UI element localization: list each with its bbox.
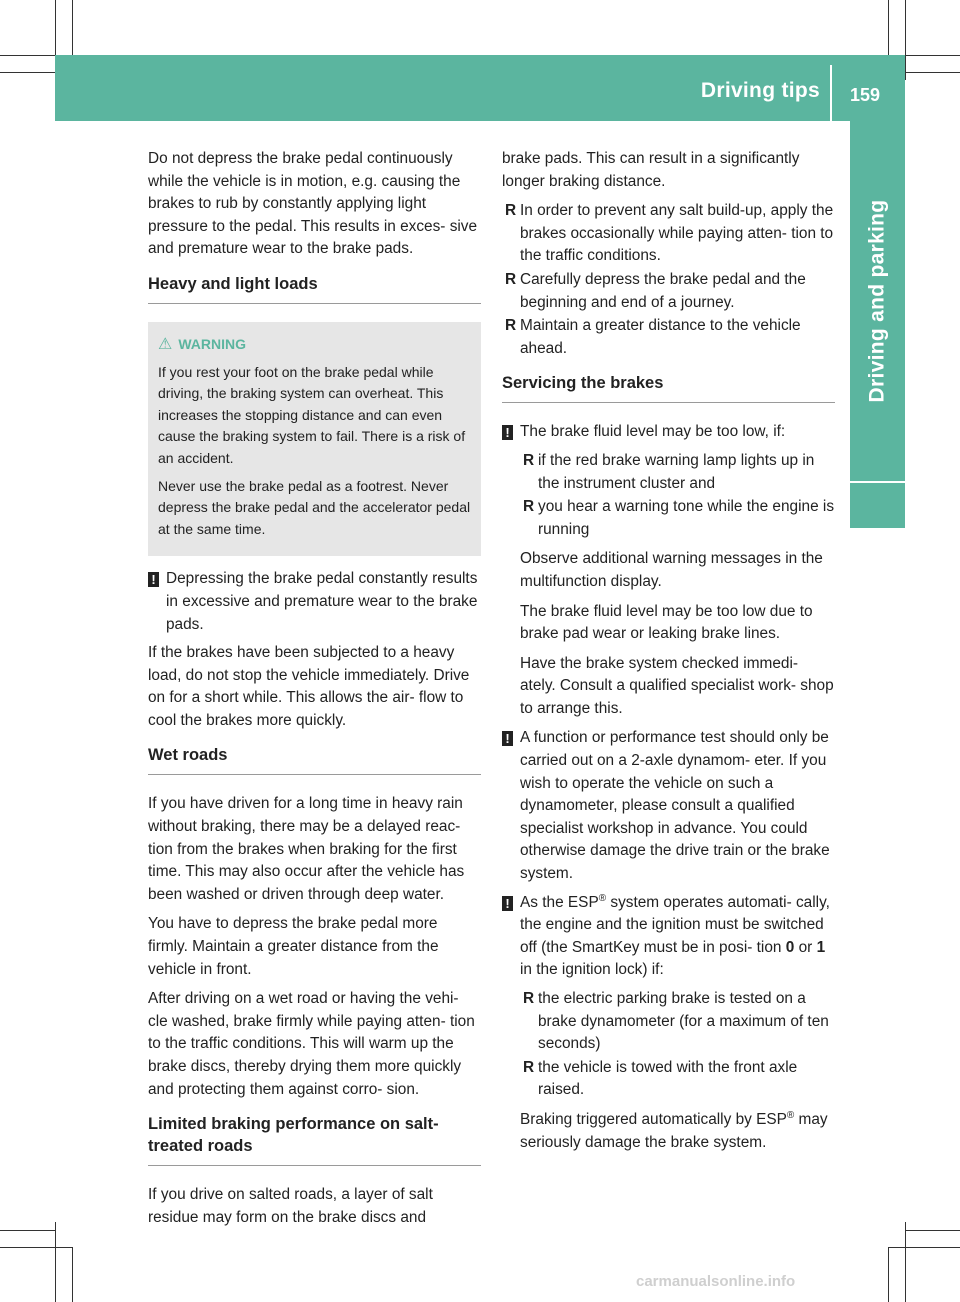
chapter-tab — [850, 121, 905, 481]
crop-mark — [0, 1247, 72, 1248]
bullet-icon: R — [523, 1058, 535, 1076]
header-divider — [830, 65, 832, 121]
chapter-tab-label: Driving and parking — [865, 199, 889, 403]
warning-text: Never use the brake pedal as a footrest. Never depress the brake pedal and the accelerator pedal at the same time. — [158, 477, 471, 537]
note-item — [502, 727, 835, 885]
bullet-icon: R — [523, 451, 535, 469]
note-text: Depressing the brake pedal constantly results in excessive and premature wear to the brake pads. — [166, 570, 478, 633]
intro-paragraph: Do not depress the brake pedal continuously while the vehicle is in motion, e.g. causing the brakes to rub by constantly applying light pressure to the pedal. This results in exces- sive and premature wear to the brake pads. — [148, 150, 478, 258]
right-column — [502, 148, 835, 1161]
paragraph: If you have driven for a long time in heavy rain without braking, there may be a delayed reac- tion from the brakes when braking for the first time. This may also occur after the vehicle has been washed or driven through deep water. — [148, 795, 465, 903]
page-header — [55, 55, 905, 121]
warning-text: If you rest your foot on the brake pedal while driving, the braking system can overheat. This increases the stopping distance and can even cause the braking system to fail. There is a risk of an accident. — [158, 363, 466, 466]
crop-mark — [0, 72, 55, 73]
list-item: R In order to prevent any salt build-up, apply the brakes occasionally while paying atten- tion to the traffic conditions. — [505, 202, 834, 265]
list-item: R the vehicle is towed with the front axle raised. — [523, 1058, 798, 1099]
note-text: A function or performance test should only be carried out on a 2-axle dynamom- eter. If you wish to operate the vehicle on such a dynamometer, please consult a qualified specialist workshop in advance. You could otherwise damage the drive train or the brake system. — [520, 729, 830, 883]
bullet-icon: R — [505, 202, 517, 220]
left-column — [148, 148, 481, 1236]
crop-mark — [55, 1222, 56, 1302]
bullet-icon: R — [523, 498, 535, 516]
heading-salt-roads: Limited braking performance on salt-treated roads — [148, 1113, 481, 1166]
crop-mark — [0, 1230, 55, 1231]
heading-wet-roads: Wet roads — [148, 744, 481, 775]
exclamation-icon: ! — [502, 896, 513, 911]
chapter-marker — [850, 483, 905, 528]
warning-triangle-icon: ⚠ — [158, 335, 173, 353]
crop-mark — [72, 0, 73, 55]
bullet-icon: R — [505, 270, 517, 288]
section-title: Driving tips — [700, 79, 820, 102]
warning-label: WARNING — [178, 335, 247, 352]
watermark: carmanualsonline.info — [636, 1273, 796, 1290]
paragraph: If you drive on salted roads, a layer of salt residue may form on the brake discs and — [148, 1186, 433, 1226]
paragraph: brake pads. This can result in a significantly longer braking distance. — [502, 150, 800, 190]
esp-bullet-list — [520, 988, 835, 1102]
salt-bullet-list — [502, 200, 835, 360]
list-item: R if the red brake warning lamp lights up in the instrument cluster and — [523, 451, 815, 492]
paragraph: If the brakes have been subjected to a heavy load, do not stop the vehicle immediately. Drive on for a short while. This allows the air- flow to cool the brakes more quickly. — [148, 644, 470, 729]
paragraph: Have the brake system checked immedi- ately. Consult a qualified specialist work- shop to arrange this. — [520, 654, 834, 717]
exclamation-icon: ! — [148, 572, 159, 587]
bullet-icon: R — [523, 990, 535, 1007]
crop-mark — [888, 1247, 889, 1302]
heading-servicing-brakes: Servicing the brakes — [502, 372, 835, 403]
crop-mark — [905, 72, 960, 73]
heading-heavy-light-loads: Heavy and light loads — [148, 273, 481, 304]
paragraph: You have to depress the brake pedal more firmly. Maintain a greater distance from the vehicle in front. — [148, 915, 439, 978]
crop-mark — [905, 0, 906, 80]
note-text: As the ESP® system operates automati- cally, the engine and the ignition must be switched off (the SmartKey must be in posi- tion 0 or 1 in the ignition lock) if: — [520, 892, 830, 979]
note-body — [502, 988, 835, 1154]
exclamation-icon: ! — [502, 425, 513, 440]
note-item — [502, 892, 835, 982]
list-item: R Carefully depress the brake pedal and the beginning and end of a journey. — [505, 270, 806, 311]
note-item — [502, 421, 835, 444]
crop-mark — [72, 1247, 73, 1302]
crop-mark — [888, 1247, 960, 1248]
list-item: R the electric parking brake is tested on a brake dynamometer (for a maximum of ten seconds) — [523, 990, 829, 1053]
page-number: 159 — [849, 85, 880, 105]
crop-mark — [888, 0, 889, 55]
crop-mark — [905, 1230, 960, 1231]
paragraph: The brake fluid level may be too low due to brake pad wear or leaking brake lines. — [520, 602, 813, 643]
paragraph: Braking triggered automatically by ESP® may seriously damage the brake system. — [520, 1109, 828, 1151]
list-item: R Maintain a greater distance to the vehicle ahead. — [505, 317, 801, 357]
list-item: R you hear a warning tone while the engine is running — [523, 498, 835, 538]
fluid-bullet-list — [520, 450, 835, 541]
paragraph: Observe additional warning messages in the multifunction display. — [520, 550, 823, 590]
note-body — [502, 450, 835, 721]
bullet-icon: R — [505, 317, 517, 335]
note-item — [148, 568, 481, 636]
note-text: The brake fluid level may be too low, if: — [520, 423, 786, 441]
warning-box — [148, 322, 481, 556]
warning-header — [158, 334, 473, 356]
paragraph: After driving on a wet road or having the vehi- cle washed, brake firmly while paying atten- tion to the traffic conditions. This will warm up the brake discs, thereby drying them more quickly and protecting them against corro- sion. — [148, 990, 475, 1098]
exclamation-icon: ! — [502, 731, 513, 746]
crop-mark — [905, 1222, 906, 1302]
